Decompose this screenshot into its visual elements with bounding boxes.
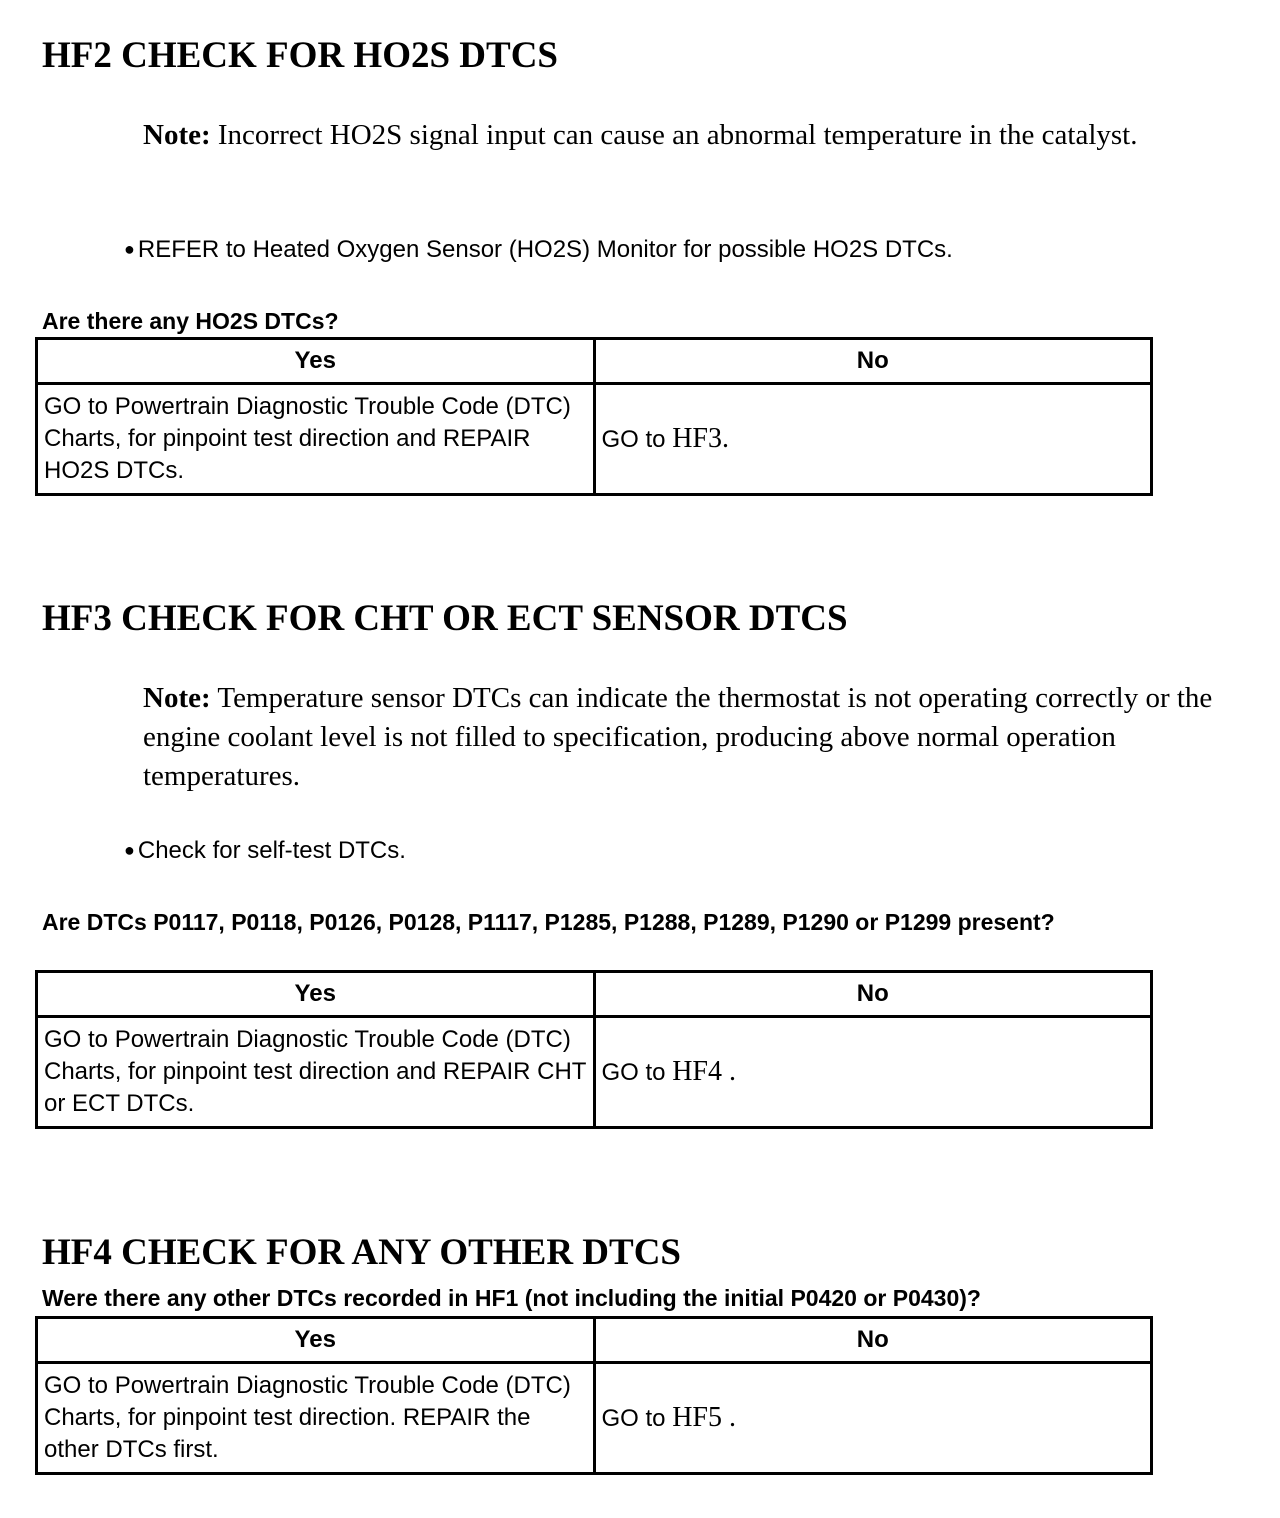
note-label: Note: xyxy=(143,119,211,151)
yes-header: Yes xyxy=(37,972,595,1017)
bullet-hf3 xyxy=(124,837,406,865)
question-hf2: Are there any HO2S DTCs? xyxy=(42,308,339,334)
no-cell xyxy=(594,1017,1152,1128)
yes-cell: GO to Powertrain Diagnostic Trouble Code (DTC) Charts, for pinpoint test direction and REPAIR CHT or ECT DTCs. xyxy=(37,1017,595,1128)
question-hf4: Were there any other DTCs recorded in HF1 (not including the initial P0420 or P0430)? xyxy=(42,1285,981,1311)
decision-table-hf3 xyxy=(35,970,1153,1129)
no-prefix: GO to xyxy=(601,425,666,453)
bullet-hf2 xyxy=(124,236,953,264)
note-hf2 xyxy=(143,116,1203,155)
no-cell xyxy=(594,1363,1152,1474)
no-header: No xyxy=(594,972,1152,1017)
link-hf3[interactable]: HF3. xyxy=(672,422,729,454)
note-label: Note: xyxy=(143,682,211,714)
link-hf5[interactable]: HF5 . xyxy=(672,1401,736,1433)
note-text: Temperature sensor DTCs can indicate the thermostat is not operating correctly or the engine coolant level is not filled to specification, producing above normal operation temperatures. xyxy=(143,682,1213,792)
link-hf4[interactable]: HF4 . xyxy=(672,1055,736,1087)
bullet-icon: ● xyxy=(124,840,135,860)
decision-table-hf4 xyxy=(35,1316,1153,1475)
no-cell xyxy=(594,384,1152,495)
no-prefix: GO to xyxy=(601,1058,666,1086)
section-heading-hf3: HF3 CHECK FOR CHT OR ECT SENSOR DTCS xyxy=(42,598,848,639)
yes-cell: GO to Powertrain Diagnostic Trouble Code (DTC) Charts, for pinpoint test direction and REPAIR HO2S DTCs. xyxy=(37,384,595,495)
question-hf3: Are DTCs P0117, P0118, P0126, P0128, P1117, P1285, P1288, P1289, P1290 or P1299 present? xyxy=(42,909,1055,935)
section-heading-hf4: HF4 CHECK FOR ANY OTHER DTCS xyxy=(42,1232,681,1273)
bullet-icon: ● xyxy=(124,239,135,259)
yes-cell: GO to Powertrain Diagnostic Trouble Code (DTC) Charts, for pinpoint test direction. REPAIR the other DTCs first. xyxy=(37,1363,595,1474)
yes-header: Yes xyxy=(37,1318,595,1363)
bullet-text: Check for self-test DTCs. xyxy=(137,837,406,864)
note-text: Incorrect HO2S signal input can cause an abnormal temperature in the catalyst. xyxy=(217,119,1138,151)
yes-header: Yes xyxy=(37,339,595,384)
section-heading-hf2: HF2 CHECK FOR HO2S DTCS xyxy=(42,35,558,76)
no-header: No xyxy=(594,339,1152,384)
bullet-text: REFER to Heated Oxygen Sensor (HO2S) Monitor for possible HO2S DTCs. xyxy=(137,236,953,263)
no-prefix: GO to xyxy=(601,1404,666,1432)
no-header: No xyxy=(594,1318,1152,1363)
note-hf3 xyxy=(143,679,1253,796)
decision-table-hf2 xyxy=(35,337,1153,496)
